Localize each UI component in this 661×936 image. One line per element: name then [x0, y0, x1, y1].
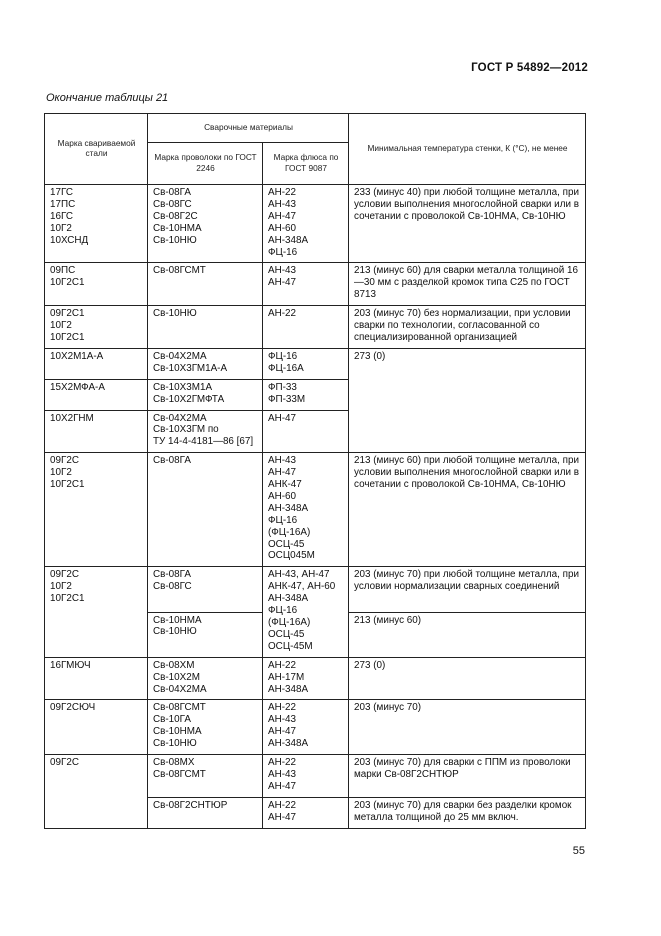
steel-grade: 10Г2: [50, 467, 72, 479]
flux-grade: ФЦ-16: [268, 246, 298, 258]
steel-grade: 09Г2СЮЧ: [50, 702, 96, 714]
flux-grade: ОСЦ045М: [268, 550, 315, 562]
flux-grade: АН-22: [268, 799, 296, 811]
steel-cell: [45, 567, 148, 657]
wire-cell: [148, 306, 263, 349]
temperature-cell: 203 (минус 70) при любой толщине металла, при условии нормализации сварных соединений: [349, 567, 586, 612]
flux-grade: АН-43: [268, 265, 296, 277]
wire-grade: Св-04Х2МА: [153, 683, 207, 695]
page-number: 55: [572, 845, 585, 857]
flux-grade: АН-22: [268, 187, 296, 198]
flux-cell: [263, 700, 349, 755]
steel-grade: 10Г2: [50, 320, 72, 332]
flux-grade: ФЦ-16: [268, 514, 298, 526]
table-caption: Окончание таблицы 21: [46, 92, 169, 104]
steel-cell: [45, 453, 148, 567]
wire-cell: [148, 379, 263, 410]
temperature-cell: 203 (минус 70) для сварки с ППМ из проволоки марки Св-08Г2СНТЮР: [349, 755, 586, 798]
flux-grade: ОСЦ-45: [268, 538, 305, 550]
wire-cell: [148, 410, 263, 453]
flux-grade: АН-43: [268, 198, 296, 210]
flux-grade: АН-47: [268, 811, 296, 823]
flux-grade: ФЦ-16: [268, 605, 298, 617]
steel-cell: [45, 755, 148, 829]
table-row: [45, 453, 586, 567]
flux-grade: АН-47: [268, 467, 296, 479]
steel-cell: [45, 379, 148, 410]
temperature-cell: 273 (0): [349, 657, 586, 700]
wire-grade: Св-08ГА: [153, 187, 191, 198]
steel-cell: [45, 700, 148, 755]
flux-grade: АН-348А: [268, 683, 309, 695]
header-flux-grade: Марка флюса по ГОСТ 9087: [263, 143, 349, 185]
flux-grade: АН-47: [268, 277, 296, 289]
flux-cell: [263, 797, 349, 828]
flux-grade: АН-348А: [268, 593, 309, 605]
flux-grade: АН-348А: [268, 738, 309, 750]
flux-grade: АН-43: [268, 455, 296, 467]
wire-grade: Св-10ГА: [153, 714, 191, 726]
temperature-cell: 203 (минус 70) для сварки без разделки кромок металла толщиной до 25 мм включ.: [349, 797, 586, 828]
steel-grade: 15Х2МФА-А: [50, 381, 105, 393]
wire-grade: Св-04Х2МА: [153, 350, 207, 362]
wire-cell: [148, 755, 263, 798]
flux-grade: АН-60: [268, 490, 296, 502]
steel-grade: 09Г2С: [50, 455, 79, 467]
flux-cell: [263, 379, 349, 410]
wire-grade: Св-08ГС: [153, 581, 192, 593]
wire-grade: Св-10Х3М1А: [153, 381, 213, 393]
steel-cell: [45, 185, 148, 263]
wire-cell: [148, 700, 263, 755]
steel-grade: 09Г2С: [50, 757, 79, 769]
temperature-cell: 213 (минус 60): [349, 612, 586, 657]
steel-cell: [45, 306, 148, 349]
welding-materials-table: [44, 113, 586, 829]
table-row: [45, 567, 586, 612]
wire-grade: Св-10НМА: [153, 726, 202, 738]
flux-cell: [263, 567, 349, 657]
flux-cell: [263, 348, 349, 379]
wire-grade: Св-08ГА: [153, 569, 191, 581]
wire-grade: Св-04Х2МА: [153, 412, 207, 424]
flux-grade: ФЦ-16А: [268, 362, 304, 374]
flux-grade: АН-47: [268, 780, 296, 792]
wire-grade: Св-10НЮ: [153, 738, 197, 750]
header-min-temperature: Минимальная температура стенки, К (°С), не менее: [349, 114, 586, 185]
steel-grade: 10Г2С1: [50, 331, 85, 343]
flux-grade: ОСЦ-45М: [268, 640, 313, 652]
steel-grade: 10Х2ГНМ: [50, 412, 94, 424]
wire-grade: Св-10Х3ГМ1А-А: [153, 362, 228, 374]
steel-grade: 10Г2: [50, 222, 72, 234]
steel-grade: 10Г2: [50, 581, 72, 593]
flux-grade: АН-60: [268, 222, 296, 234]
flux-grade: АН-348А: [268, 502, 309, 514]
flux-grade: АН-17М: [268, 671, 305, 683]
steel-grade: 17ПС: [50, 198, 76, 210]
flux-cell: [263, 755, 349, 798]
wire-cell: [148, 567, 263, 612]
wire-grade: Св-10Х2М: [153, 671, 200, 683]
wire-cell: [148, 612, 263, 657]
wire-grade: Св-08ГСМТ: [153, 768, 206, 780]
flux-grade: ФП-33М: [268, 393, 306, 405]
wire-grade: Св-08Г2С: [153, 210, 198, 222]
flux-grade: ФЦ-16: [268, 350, 298, 362]
flux-cell: [263, 453, 349, 567]
flux-grade: АН-348А: [268, 234, 309, 246]
flux-grade: АНК-47, АН-60: [268, 581, 336, 593]
flux-grade: (ФЦ-16А): [268, 526, 311, 538]
temperature-cell: 203 (минус 70) без нормализации, при условии сварки по технологии, согласованной со специализированной организацией: [349, 306, 586, 349]
table-row: [45, 700, 586, 755]
wire-cell: [148, 657, 263, 700]
flux-grade: АН-22: [268, 308, 296, 320]
table-row: [45, 185, 586, 263]
steel-grade: 10Г2С1: [50, 479, 85, 491]
flux-grade: ФП-33: [268, 381, 297, 393]
steel-grade: 16ГС: [50, 210, 74, 222]
flux-grade: АН-43, АН-47: [268, 569, 330, 581]
wire-grade: Св-10НМА: [153, 222, 202, 234]
wire-grade: Св-08ГА: [153, 455, 191, 467]
steel-grade: 17ГС: [50, 187, 74, 198]
flux-cell: [263, 657, 349, 700]
flux-grade: АН-47: [268, 412, 296, 424]
steel-grade: 09ПС: [50, 265, 76, 277]
table-row: [45, 263, 586, 306]
header-steel-grade: Марка свариваемой стали: [45, 114, 148, 185]
steel-cell: [45, 263, 148, 306]
flux-grade: АНК-47: [268, 479, 302, 491]
table-row: [45, 348, 586, 379]
flux-grade: АН-43: [268, 714, 296, 726]
steel-grade: 16ГМЮЧ: [50, 659, 91, 671]
flux-grade: АН-43: [268, 768, 296, 780]
wire-grade: ТУ 14-4-4181—86 [67]: [153, 436, 254, 448]
flux-cell: [263, 185, 349, 263]
table-row: [45, 657, 586, 700]
temperature-cell: 273 (0): [349, 348, 586, 452]
wire-cell: [148, 185, 263, 263]
wire-grade: Св-10Х3ГМ по: [153, 424, 219, 436]
steel-grade: 09Г2С: [50, 569, 79, 581]
wire-cell: [148, 263, 263, 306]
flux-grade: (ФЦ-16А): [268, 617, 311, 628]
flux-grade: АН-47: [268, 210, 296, 222]
wire-grade: Св-10НЮ: [153, 234, 197, 246]
wire-cell: [148, 348, 263, 379]
flux-grade: АН-47: [268, 726, 296, 738]
wire-grade: Св-10Х2ГМФТА: [153, 393, 225, 405]
wire-cell: [148, 453, 263, 567]
flux-grade: АН-22: [268, 757, 296, 769]
steel-grade: 10Х2М1А-А: [50, 350, 104, 362]
standard-code: ГОСТ Р 54892—2012: [471, 62, 588, 74]
flux-grade: АН-22: [268, 659, 296, 671]
wire-grade: Св-10НМА: [153, 614, 202, 626]
wire-grade: Св-08Г2СНТЮР: [153, 799, 228, 811]
wire-grade: Св-10НЮ: [153, 308, 197, 320]
steel-grade: 09Г2С1: [50, 308, 85, 320]
flux-grade: АН-22: [268, 702, 296, 714]
wire-cell: [148, 797, 263, 828]
temperature-cell: 213 (минус 60) для сварки металла толщиной 16—30 мм с разделкой кромок типа С25 по ГОСТ 8713: [349, 263, 586, 306]
steel-grade: 10Г2С1: [50, 593, 85, 605]
wire-grade: Св-08ГС: [153, 198, 192, 210]
wire-grade: Св-08ХМ: [153, 659, 195, 671]
flux-cell: [263, 263, 349, 306]
header-wire-grade: Марка проволоки по ГОСТ 2246: [148, 143, 263, 185]
temperature-cell: 213 (минус 60) при любой толщине металла, при условии выполнения многослойной сварки или в сочетании с проволокой Св-10НМА, Св-10НЮ: [349, 453, 586, 567]
table-row: [45, 755, 586, 798]
temperature-cell: 203 (минус 70): [349, 700, 586, 755]
wire-grade: Св-08МХ: [153, 757, 195, 769]
flux-grade: ОСЦ-45: [268, 628, 305, 640]
steel-grade: 10ХСНД: [50, 234, 89, 246]
steel-cell: [45, 410, 148, 453]
flux-cell: [263, 410, 349, 453]
header-welding-materials: Сварочные материалы: [148, 114, 349, 143]
steel-cell: [45, 348, 148, 379]
wire-grade: Св-08ГСМТ: [153, 702, 206, 714]
wire-grade: Св-10НЮ: [153, 626, 197, 638]
steel-cell: [45, 657, 148, 700]
flux-cell: [263, 306, 349, 349]
steel-grade: 10Г2С1: [50, 277, 85, 289]
temperature-cell: 233 (минус 40) при любой толщине металла, при условии выполнения многослойной сварки или в сочетании с проволокой Св-10НМА, Св-10НЮ: [349, 185, 586, 263]
wire-grade: Св-08ГСМТ: [153, 265, 206, 277]
table-row: [45, 306, 586, 349]
